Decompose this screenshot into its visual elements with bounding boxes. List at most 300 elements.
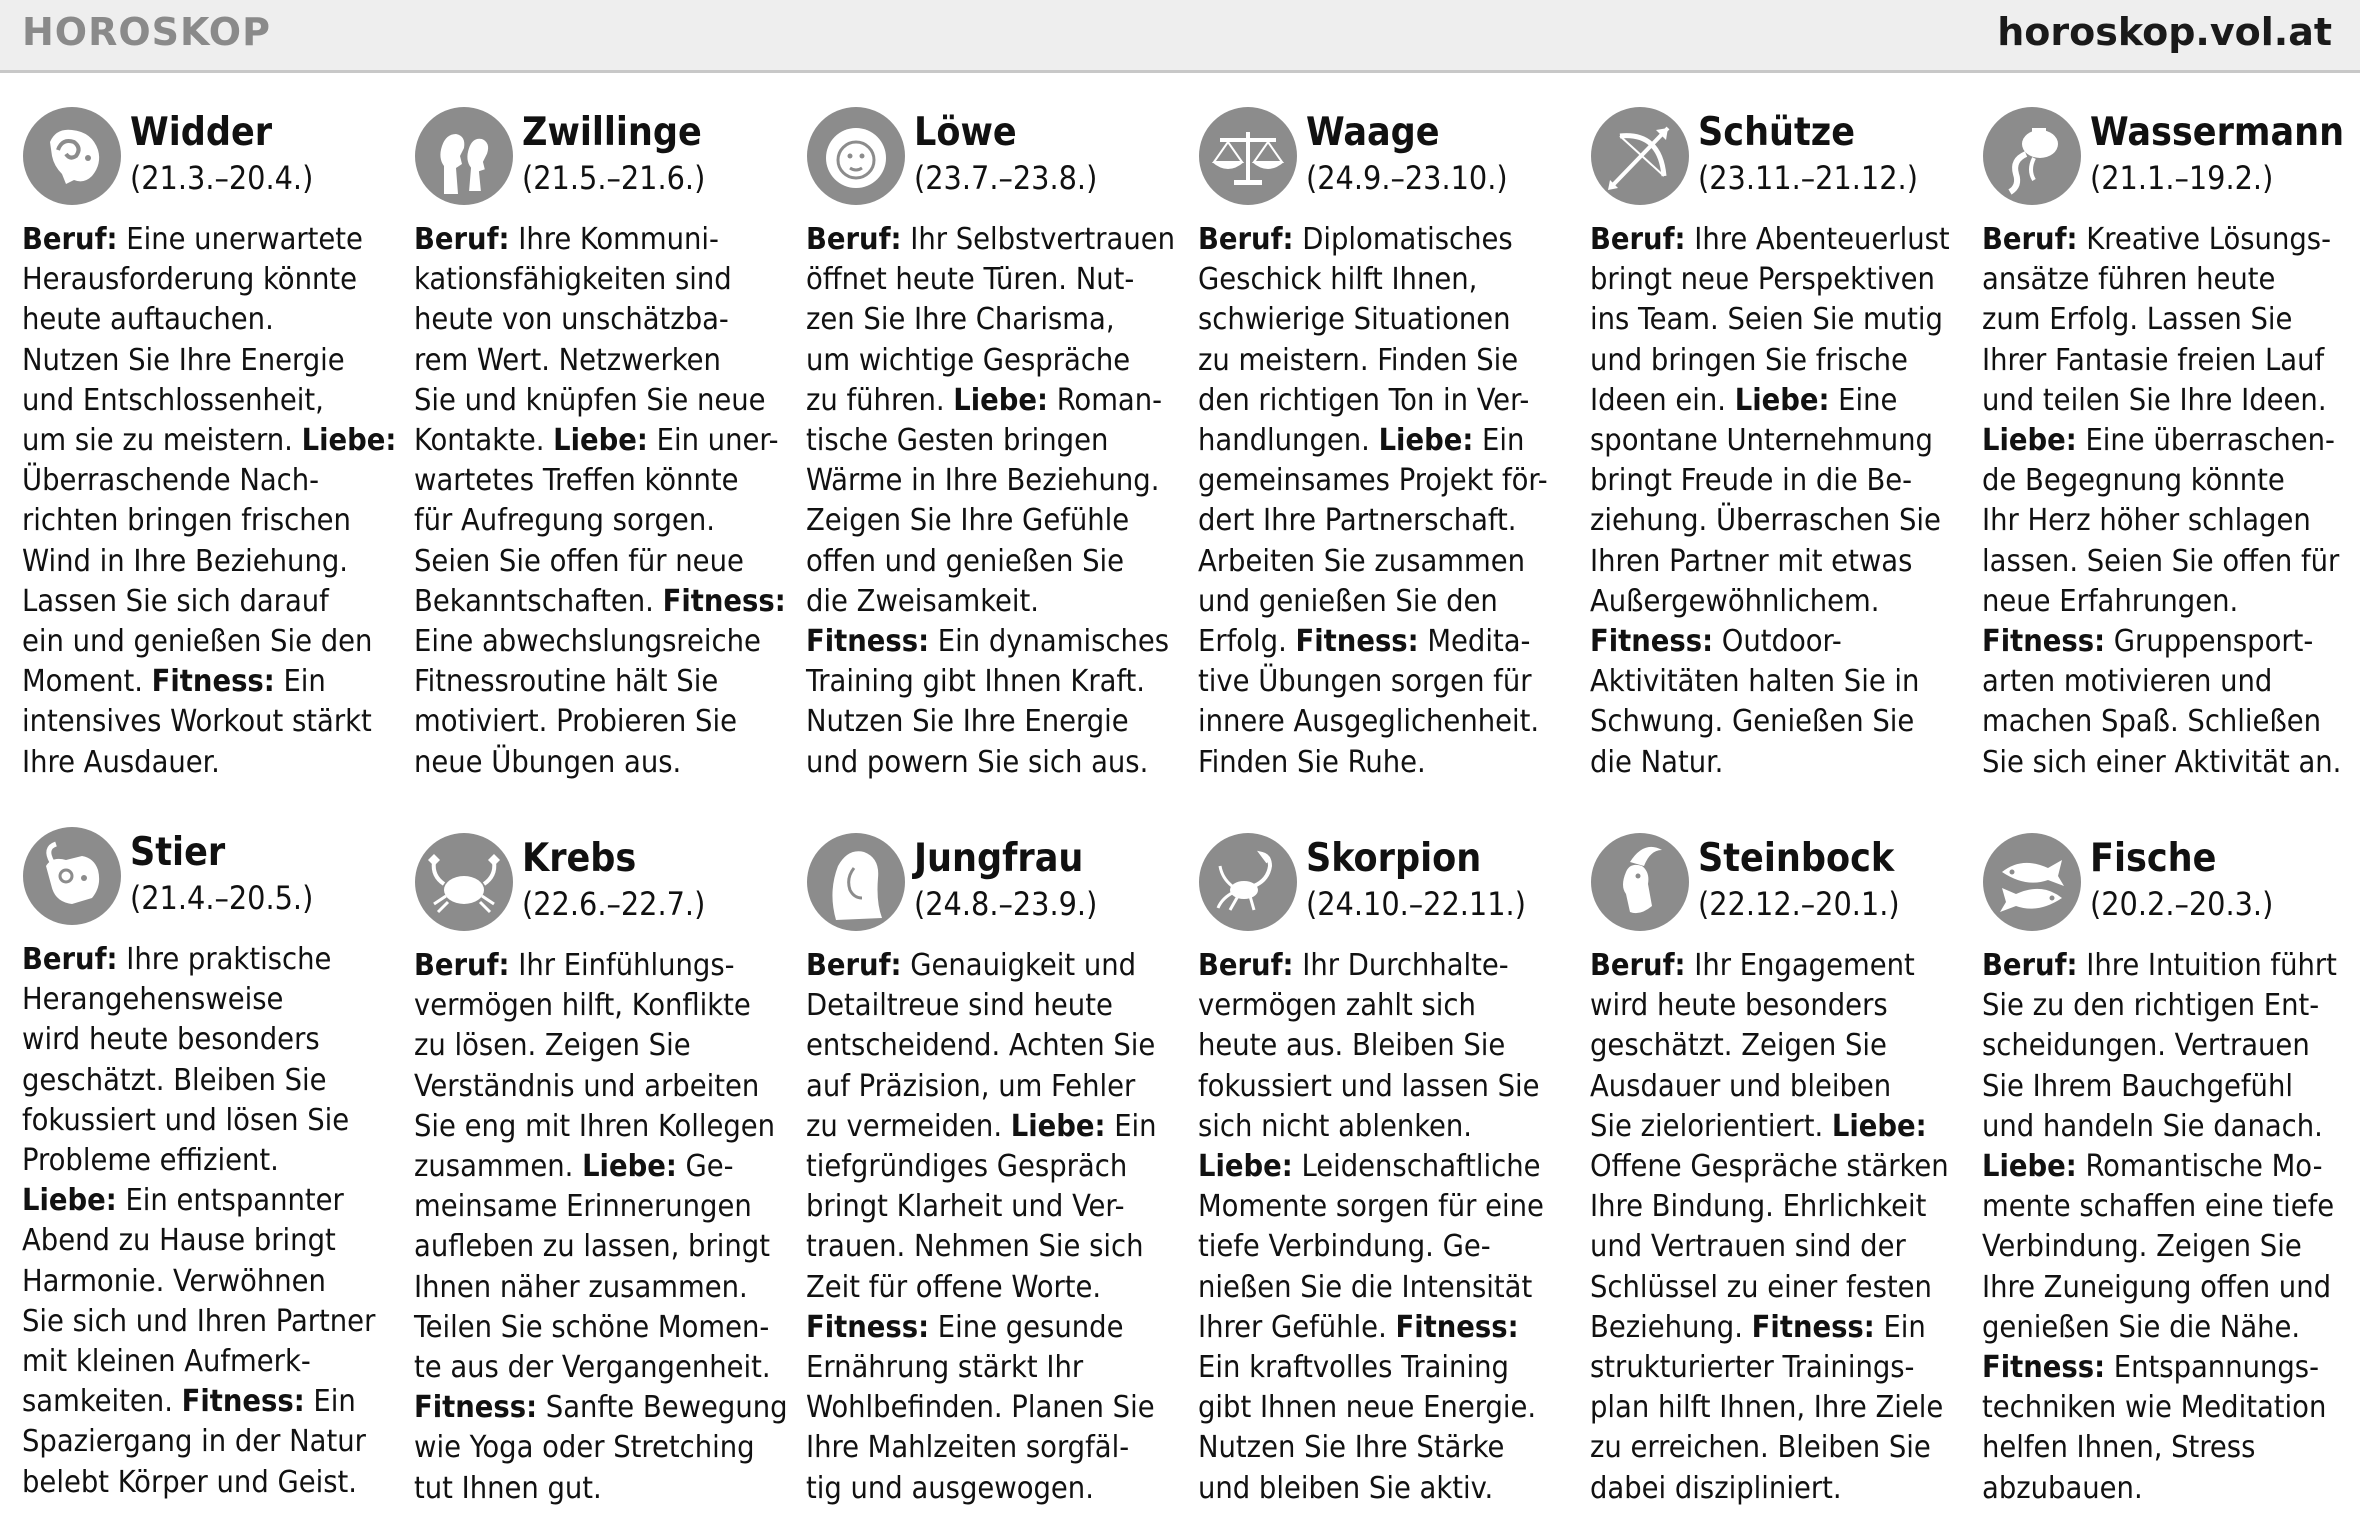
text-line: [22, 940, 392, 980]
text-line: [806, 662, 1176, 702]
category-label: Fitness:: [1590, 624, 1714, 660]
category-label: Liebe:: [1982, 423, 2077, 459]
text-segment: Lassen Sie sich darauf: [22, 583, 329, 619]
text-line: [1198, 986, 1568, 1026]
text-line: [414, 986, 784, 1026]
text-segment: zu vermeiden.: [806, 1108, 1011, 1144]
text-segment: strukturierter Trainings-: [1590, 1350, 1915, 1386]
text-segment: heute von unschätzba-: [414, 302, 729, 338]
category-label: Fitness:: [662, 583, 786, 619]
category-label: Fitness:: [1982, 624, 2106, 660]
text-segment: Außergewöhnlichem.: [1590, 583, 1880, 619]
text-line: [806, 300, 1176, 340]
text-segment: Abend zu Hause bringt: [22, 1223, 336, 1259]
sign-dates: (21.4.–20.5.): [130, 879, 314, 917]
category-label: Liebe:: [22, 1183, 117, 1219]
page-header: [0, 0, 2360, 73]
text-line: [1982, 702, 2352, 742]
text-line: [414, 662, 784, 702]
text-line: [806, 1308, 1176, 1348]
text-segment: wird heute besonders: [22, 1022, 320, 1058]
text-line: [1590, 743, 1960, 783]
category-label: Beruf:: [414, 222, 510, 257]
sign-text: [414, 946, 788, 1509]
text-segment: tiefgründiges Gespräch: [806, 1149, 1128, 1185]
text-line: [1982, 1308, 2352, 1348]
text-segment: plan hilft Ihnen, Ihre Ziele: [1590, 1390, 1944, 1426]
text-line: [414, 582, 784, 622]
category-label: Liebe:: [1982, 1149, 2077, 1185]
text-line: [806, 702, 1176, 742]
text-segment: Verbindung. Zeigen Sie: [1982, 1229, 2302, 1265]
sign-text: [1590, 946, 1960, 1509]
text-line: [22, 1342, 392, 1382]
text-line: [1982, 260, 2352, 300]
text-segment: Nutzen Sie Ihre Energie: [22, 342, 345, 378]
taurus-bull-icon: [22, 826, 122, 926]
text-segment: zum Erfolg. Lassen Sie: [1982, 302, 2293, 338]
text-line: [1590, 1227, 1960, 1267]
text-line: [1982, 1348, 2352, 1388]
category-label: Liebe:: [1010, 1108, 1106, 1144]
text-segment: Ihre Mahlzeiten sorgfäl-: [806, 1430, 1130, 1466]
text-segment: tig und ausgewogen.: [806, 1470, 1094, 1506]
text-line: [1590, 542, 1960, 582]
text-line: [1198, 421, 1568, 461]
text-segment: Moment.: [22, 664, 152, 700]
text-segment: geschätzt. Zeigen Sie: [1590, 1028, 1887, 1064]
text-line: [22, 1382, 392, 1422]
text-segment: die Natur.: [1590, 744, 1724, 780]
text-line: [1590, 1308, 1960, 1348]
text-segment: Probleme effizient.: [22, 1143, 279, 1179]
sign-text: [1198, 220, 1568, 783]
text-line: [1982, 743, 2352, 783]
sign-text: [806, 220, 1176, 783]
sign-dates: (21.5.–21.6.): [522, 159, 706, 197]
aries-ram-icon: [22, 106, 122, 206]
text-line: [22, 1463, 392, 1503]
sign-dates: (24.9.–23.10.): [1306, 159, 1508, 197]
text-segment: die Zweisamkeit.: [806, 583, 1040, 619]
text-line: [414, 622, 784, 662]
text-line: [414, 1107, 784, 1147]
category-label: Liebe:: [1734, 382, 1830, 418]
text-segment: wird heute besonders: [1590, 988, 1888, 1024]
text-segment: genießen Sie die Nähe.: [1982, 1309, 2301, 1345]
category-label: Liebe:: [953, 382, 1048, 418]
text-line: [414, 1147, 784, 1187]
text-line: [1982, 1147, 2352, 1187]
text-line: [806, 421, 1176, 461]
text-line: [22, 421, 397, 461]
text-segment: Ihr Einfühlungs-: [509, 948, 735, 983]
text-line: [1198, 341, 1568, 381]
sagittarius-archer-icon: [1590, 106, 1690, 206]
text-segment: intensives Workout stärkt: [22, 704, 372, 740]
text-segment: Roman-: [1048, 382, 1163, 418]
site-url: horoskop.vol.at: [1997, 10, 2332, 54]
sign-name: Waage: [1306, 110, 1440, 155]
text-segment: ein und genießen Sie den: [22, 624, 373, 660]
text-line: [1198, 461, 1568, 501]
text-segment: Outdoor-: [1713, 624, 1842, 660]
text-line: [1590, 1067, 1960, 1107]
text-segment: de Begegnung könnte: [1982, 463, 2285, 499]
text-line: [806, 1268, 1176, 1308]
text-line: [1982, 381, 2352, 421]
text-segment: kationsfähigkeiten sind: [414, 262, 732, 298]
text-segment: ins Team. Seien Sie mutig: [1590, 302, 1943, 338]
text-line: [414, 1388, 788, 1428]
text-line: [1198, 622, 1568, 662]
category-label: Beruf:: [414, 948, 510, 983]
text-segment: Training gibt Ihnen Kraft.: [806, 664, 1145, 700]
text-line: [1982, 1107, 2352, 1147]
text-segment: Eine abwechslungsreiche: [414, 624, 761, 660]
text-segment: zusammen.: [414, 1149, 583, 1185]
text-line: [22, 662, 392, 702]
text-line: [1590, 1428, 1960, 1468]
text-segment: zu führen.: [806, 382, 954, 418]
text-segment: richten bringen frischen: [22, 503, 351, 539]
text-line: [806, 1187, 1176, 1227]
text-line: [1982, 421, 2352, 461]
text-segment: tiefe Verbindung. Ge-: [1198, 1229, 1491, 1265]
text-segment: und teilen Sie Ihre Ideen.: [1982, 382, 2327, 418]
text-line: [1198, 1147, 1568, 1187]
text-segment: Ihrer Gefühle.: [1198, 1309, 1396, 1345]
text-segment: Ein: [274, 664, 326, 700]
sign-text: [22, 940, 392, 1503]
text-line: [1982, 582, 2352, 622]
sign-name: Fische: [2090, 836, 2217, 881]
text-line: [414, 1227, 784, 1267]
text-line: [806, 1107, 1176, 1147]
text-segment: Sie zielorientiert.: [1590, 1108, 1832, 1144]
text-line: [22, 622, 392, 662]
text-line: [1198, 542, 1568, 582]
text-line: [1198, 260, 1568, 300]
text-segment: Sie sich und Ihren Partner: [22, 1303, 376, 1339]
text-line: [414, 1026, 784, 1066]
text-line: [22, 1262, 392, 1302]
text-line: [414, 1348, 784, 1388]
horoscope-wassermann: [1982, 106, 2350, 806]
text-line: [1982, 341, 2352, 381]
text-segment: Ein uner-: [647, 423, 779, 459]
text-line: [414, 220, 784, 260]
text-segment: Nutzen Sie Ihre Energie: [806, 704, 1129, 740]
text-segment: Ein: [1874, 1309, 1926, 1345]
text-line: [1590, 1469, 1960, 1509]
text-segment: den richtigen Ton in Ver-: [1198, 382, 1530, 418]
text-segment: um wichtige Gespräche: [806, 342, 1131, 378]
text-segment: Ihr Selbstvertrauen: [901, 222, 1176, 257]
text-segment: gibt Ihnen neue Energie.: [1198, 1390, 1537, 1426]
text-line: [806, 542, 1176, 582]
text-segment: und genießen Sie den: [1198, 583, 1498, 619]
text-line: [1982, 1469, 2352, 1509]
text-line: [1198, 1308, 1568, 1348]
text-line: [1982, 1067, 2352, 1107]
text-line: [1590, 1388, 1960, 1428]
horoscope-schuetze: [1590, 106, 1958, 806]
text-segment: Ihre Intuition führt: [2077, 948, 2337, 983]
text-line: [1590, 220, 1960, 260]
category-label: Liebe:: [1198, 1149, 1293, 1185]
sign-text: [1590, 220, 1960, 783]
text-line: [806, 1428, 1176, 1468]
text-segment: belebt Körper und Geist.: [22, 1464, 358, 1500]
text-segment: Wohlbefinden. Planen Sie: [806, 1390, 1155, 1426]
category-label: Beruf:: [1982, 948, 2078, 983]
text-line: [22, 1101, 392, 1141]
text-line: [414, 1067, 784, 1107]
text-line: [1198, 662, 1568, 702]
text-line: [1982, 220, 2352, 260]
text-line: [22, 1221, 392, 1261]
text-segment: für Aufregung sorgen.: [414, 503, 715, 539]
text-line: [414, 341, 784, 381]
sign-text: [22, 220, 397, 783]
text-segment: Ein: [304, 1384, 356, 1420]
text-segment: Genauigkeit und: [901, 948, 1137, 983]
text-segment: Ernährung stärkt Ihr: [806, 1350, 1084, 1386]
text-line: [1982, 1428, 2352, 1468]
text-line: [806, 582, 1176, 622]
text-line: [1198, 300, 1568, 340]
text-segment: helfen Ihnen, Stress: [1982, 1430, 2256, 1466]
sign-name: Löwe: [914, 110, 1017, 155]
text-segment: ziehung. Überraschen Sie: [1590, 503, 1941, 539]
text-segment: Ihr Herz höher schlagen: [1982, 503, 2311, 539]
libra-scales-icon: [1198, 106, 1298, 206]
text-segment: Ihre Zuneigung offen und: [1982, 1269, 2332, 1305]
text-line: [414, 300, 784, 340]
text-segment: innere Ausgeglichenheit.: [1198, 704, 1540, 740]
text-line: [1982, 501, 2352, 541]
horoscope-skorpion: [1198, 832, 1566, 1532]
text-segment: Eine überraschen-: [2076, 423, 2335, 459]
text-segment: Leidenschaftliche: [1292, 1149, 1541, 1185]
text-line: [1198, 1428, 1568, 1468]
text-line: [414, 946, 784, 986]
text-line: [1982, 542, 2352, 582]
text-segment: Zeit für offene Worte.: [806, 1269, 1102, 1305]
text-segment: Ge-: [676, 1149, 734, 1185]
category-label: Fitness:: [806, 1309, 930, 1345]
text-line: [22, 260, 392, 300]
text-segment: Sie Ihrem Bauchgefühl: [1982, 1068, 2293, 1104]
text-segment: heute aus. Bleiben Sie: [1198, 1028, 1506, 1064]
text-segment: fokussiert und lösen Sie: [22, 1102, 350, 1138]
text-segment: Bekanntschaften.: [414, 583, 663, 619]
horoscope-stier: [22, 826, 390, 1526]
text-line: [22, 1061, 392, 1101]
text-segment: spontane Unternehmung: [1590, 423, 1933, 459]
text-segment: aufleben zu lassen, bringt: [414, 1229, 770, 1265]
category-label: Fitness:: [181, 1384, 305, 1420]
sign-dates: (22.6.–22.7.): [522, 885, 706, 923]
category-label: Beruf:: [22, 222, 118, 257]
text-line: [1198, 946, 1568, 986]
text-line: [1982, 1026, 2352, 1066]
text-line: [22, 702, 392, 742]
sign-dates: (21.3.–20.4.): [130, 159, 314, 197]
text-line: [1198, 1388, 1568, 1428]
category-label: Beruf:: [1982, 222, 2078, 257]
text-segment: neue Erfahrungen.: [1982, 583, 2239, 619]
text-segment: samkeiten.: [22, 1384, 182, 1420]
text-line: [806, 1026, 1176, 1066]
text-line: [806, 1067, 1176, 1107]
text-segment: Ihr Durchhalte-: [1293, 948, 1509, 983]
text-line: [1590, 501, 1960, 541]
text-segment: handlungen.: [1198, 423, 1379, 459]
text-segment: offen und genießen Sie: [806, 543, 1125, 579]
gemini-twins-icon: [414, 106, 514, 206]
text-line: [1982, 461, 2352, 501]
leo-lion-icon: [806, 106, 906, 206]
category-label: Liebe:: [301, 423, 397, 459]
horoscope-zwillinge: [414, 106, 786, 806]
text-segment: und bringen Sie frische: [1590, 342, 1908, 378]
text-segment: Kreative Lösungs-: [2077, 222, 2331, 257]
text-segment: ansätze führen heute: [1982, 262, 2276, 298]
text-line: [1198, 220, 1568, 260]
text-line: [806, 461, 1176, 501]
text-segment: Herangehensweise: [22, 982, 284, 1018]
sign-name: Zwillinge: [522, 110, 702, 155]
sign-name: Jungfrau: [914, 836, 1084, 881]
text-segment: Offene Gespräche stärken: [1590, 1149, 1949, 1185]
text-segment: Ein dynamisches: [929, 624, 1170, 660]
text-segment: Überraschende Nach-: [22, 463, 320, 499]
text-segment: Sie zu den richtigen Ent-: [1982, 988, 2320, 1024]
text-segment: wartetes Treffen könnte: [414, 463, 739, 499]
virgo-maiden-icon: [806, 832, 906, 932]
category-label: Fitness:: [1295, 624, 1419, 660]
text-line: [1982, 946, 2352, 986]
text-line: [1590, 622, 1960, 662]
sign-name: Steinbock: [1698, 836, 1895, 881]
text-line: [1590, 1348, 1960, 1388]
text-segment: und bleiben Sie aktiv.: [1198, 1470, 1494, 1506]
text-line: [1590, 300, 1960, 340]
text-segment: und powern Sie sich aus.: [806, 744, 1149, 780]
text-segment: Zeigen Sie Ihre Gefühle: [806, 503, 1130, 539]
text-segment: zu lösen. Zeigen Sie: [414, 1028, 691, 1064]
text-segment: Ideen ein.: [1590, 382, 1735, 418]
text-segment: Geschick hilft Ihnen,: [1198, 262, 1478, 298]
text-segment: dabei diszipliniert.: [1590, 1470, 1842, 1506]
text-segment: Eine: [1829, 382, 1898, 418]
text-segment: tische Gesten bringen: [806, 423, 1109, 459]
text-segment: bringt neue Perspektiven: [1590, 262, 1935, 298]
text-segment: Schwung. Genießen Sie: [1590, 704, 1915, 740]
cancer-crab-icon: [414, 832, 514, 932]
sign-text: [1982, 946, 2352, 1509]
category-label: Liebe:: [1831, 1108, 1927, 1144]
text-line: [414, 542, 784, 582]
text-segment: neue Übungen aus.: [414, 744, 682, 780]
text-line: [22, 1141, 392, 1181]
text-segment: Schlüssel zu einer festen: [1590, 1269, 1932, 1305]
text-segment: Seien Sie offen für neue: [414, 543, 744, 579]
text-line: [414, 1428, 784, 1468]
text-line: [22, 501, 392, 541]
category-label: Liebe:: [1378, 423, 1474, 459]
text-line: [22, 300, 392, 340]
text-line: [414, 1469, 784, 1509]
text-segment: Kontakte.: [414, 423, 554, 459]
text-line: [806, 341, 1176, 381]
horoscope-fische: [1982, 832, 2350, 1532]
text-line: [806, 501, 1176, 541]
text-segment: zen Sie Ihre Charisma,: [806, 302, 1115, 338]
text-line: [1198, 1026, 1568, 1066]
text-line: [806, 260, 1176, 300]
text-segment: Sie eng mit Ihren Kollegen: [414, 1108, 776, 1144]
text-line: [414, 1308, 784, 1348]
text-segment: schwierige Situationen: [1198, 302, 1511, 338]
sign-text: [414, 220, 784, 783]
text-segment: zu erreichen. Bleiben Sie: [1590, 1430, 1931, 1466]
sign-dates: (23.11.–21.12.): [1698, 159, 1918, 197]
sign-text: [806, 946, 1176, 1509]
text-segment: Momente sorgen für eine: [1198, 1189, 1544, 1225]
text-line: [1198, 1469, 1568, 1509]
text-segment: Aktivitäten halten Sie in: [1590, 664, 1920, 700]
text-segment: tive Übungen sorgen für: [1198, 664, 1532, 700]
text-line: [414, 743, 784, 783]
text-line: [414, 461, 784, 501]
text-segment: Spaziergang in der Natur: [22, 1424, 366, 1460]
text-line: [1982, 662, 2352, 702]
pisces-fish-icon: [1982, 832, 2082, 932]
text-segment: Ihre Kommuni-: [509, 222, 719, 257]
text-line: [414, 702, 784, 742]
text-line: [806, 743, 1176, 783]
category-label: Beruf:: [22, 942, 118, 977]
category-label: Fitness:: [1982, 1350, 2106, 1386]
sign-name: Skorpion: [1306, 836, 1482, 881]
text-segment: te aus der Vergangenheit.: [414, 1350, 771, 1386]
text-segment: Ihre Bindung. Ehrlichkeit: [1590, 1189, 1927, 1225]
category-label: Liebe:: [582, 1149, 677, 1185]
text-segment: Ihre praktische: [117, 942, 332, 977]
text-line: [806, 220, 1176, 260]
text-line: [1590, 1107, 1960, 1147]
text-segment: mit kleinen Aufmerk-: [22, 1344, 311, 1380]
sign-text: [1982, 220, 2352, 783]
text-segment: nießen Sie die Intensität: [1198, 1269, 1533, 1305]
text-line: [806, 946, 1176, 986]
text-segment: bringt Klarheit und Ver-: [806, 1189, 1125, 1225]
sign-dates: (24.10.–22.11.): [1306, 885, 1526, 923]
text-segment: Ein kraftvolles Training: [1198, 1350, 1509, 1386]
horoscope-krebs: [414, 832, 788, 1532]
text-segment: meinsame Erinnerungen: [414, 1189, 752, 1225]
text-line: [1198, 1187, 1568, 1227]
text-segment: arten motivieren und: [1982, 664, 2273, 700]
text-line: [22, 1181, 392, 1221]
text-segment: Diplomatisches: [1293, 222, 1513, 257]
text-segment: entscheidend. Achten Sie: [806, 1028, 1156, 1064]
text-segment: Ein entspannter: [116, 1183, 344, 1219]
text-segment: Ihre Abenteuerlust: [1685, 222, 1950, 257]
